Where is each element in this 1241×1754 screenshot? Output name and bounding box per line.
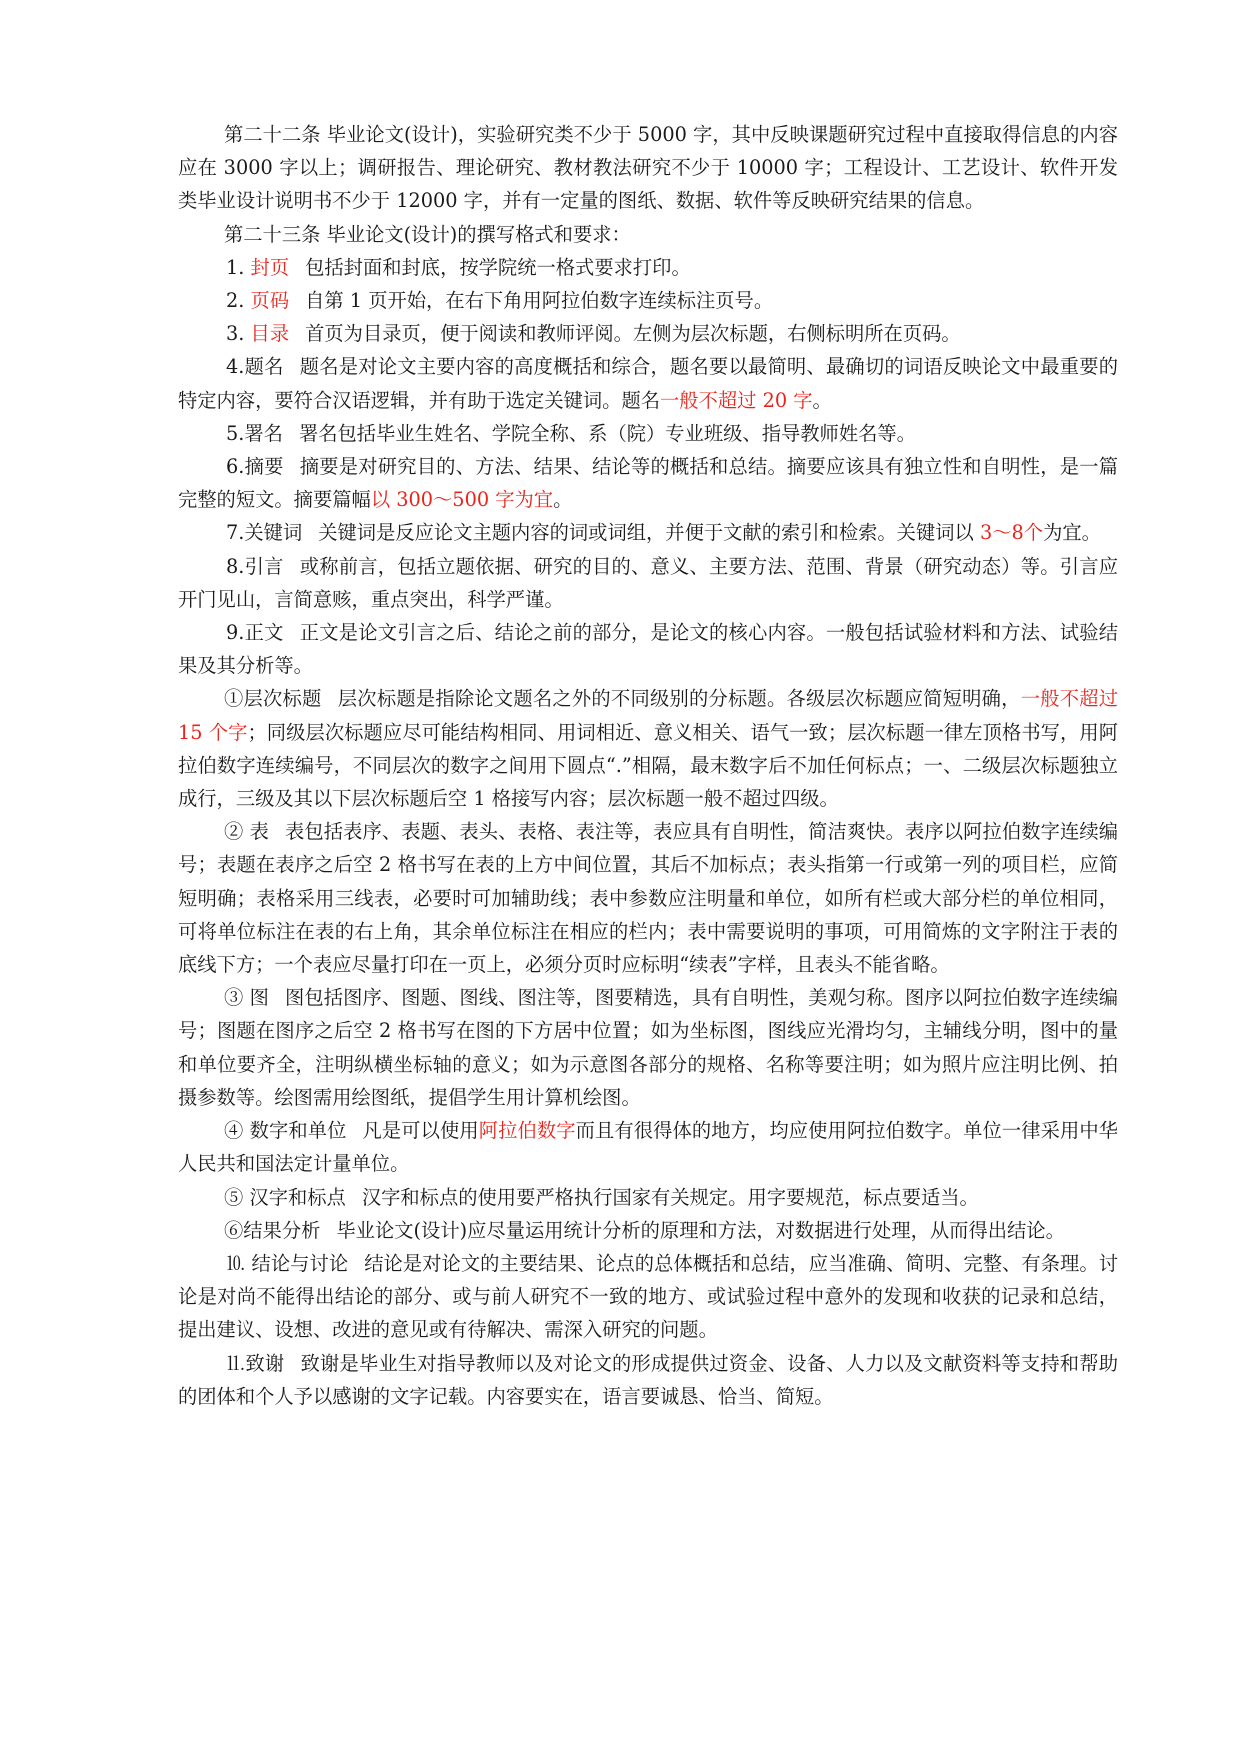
sub-characters-punctuation: ⑤ 汉字和标点 汉字和标点的使用要严格执行国家有关规定。用字要规范，标点要适当。 <box>224 1185 979 1209</box>
document-body <box>178 118 1118 1413</box>
item-conclusion: ⒑ 结论与讨论 结论是对论文的主要结果、论点的总体概括和总结，应当准确、简明、完整、有条理。讨论是对尚不能得出结论的部分、或与前人研究不一致的地方、或试验过程中意外的发现和收获的记录和总结，提出建议、设想、改进的意见或有待解决、需深入研究的问题。 <box>178 1251 1118 1342</box>
sub-result-analysis: ⑥结果分析 毕业论文(设计)应尽量运用统计分析的原理和方法，对数据进行处理，从而得出结论。 <box>224 1218 1065 1242</box>
item-toc: 3. 目录 首页为目录页，便于阅读和教师评阅。左侧为层次标题，右侧标明所在页码。 <box>226 322 961 346</box>
item-byline: 5.署名 署名包括毕业生姓名、学院全称、系（院）专业班级、指导教师姓名等。 <box>226 421 916 445</box>
item-label: 封页 <box>250 255 290 279</box>
sub-numbers-units: ④ 数字和单位 凡是可以使用阿拉伯数字而且有很得体的地方，均应使用阿拉伯数字。单位一律采用中华人民共和国法定计量单位。 <box>178 1119 1119 1176</box>
item-main-text: 9.正文 正文是论文引言之后、结论之前的部分，是论文的核心内容。一般包括试验材料和方法、试验结果及其分析等。 <box>178 621 1118 678</box>
item-keywords: 7.关键词 关键词是反应论文主题内容的词或词组，并便于文献的索引和检索。关键词以 3～8个为宜。 <box>226 521 1101 545</box>
item-introduction: 8.引言 或称前言，包括立题依据、研究的目的、意义、主要方法、范围、背景（研究动态）等。引言应开门见山，言简意赅，重点突出，科学严谨。 <box>178 554 1118 611</box>
sub-figures: ③ 图 图包括图序、图题、图线、图注等，图要精选，具有自明性，美观匀称。图序以阿拉伯数字连续编号；图题在图序之后空 2 格书写在图的下方居中位置；如为坐标图，图线应光滑均匀，主辅线分明，图中的量和单位要齐全，注明纵横坐标轴的意义；如为示意图各部分的规格、名称等要注明；如为照片应注明比例、拍摄参数等。绘图需用绘图纸，提倡学生用计算机绘图。 <box>178 986 1118 1109</box>
sub-tables: ② 表 表包括表序、表题、表头、表格、表注等，表应具有自明性，简洁爽快。表序以阿拉伯数字连续编号；表题在表序之后空 2 格书写在表的上方中间位置，其后不加标点；表头指第一行或第一列的项目栏，应简短明确；表格采用三线表，必要时可加辅助线；表中参数应注明量和单位，如所有栏或大部分栏的单位相同，可将单位标注在表的右上角，其余单位标注在相应的栏内；表中需要说明的事项，可用简炼的文字附注于表的底线下方；一个表应尽量打印在一页上，必须分页时应标明“续表”字样，且表头不能省略。 <box>178 820 1118 977</box>
item-acknowledgement: ⒒致谢 致谢是毕业生对指导教师以及对论文的形成提供过资金、设备、人力以及文献资料等支持和帮助的团体和个人予以感谢的文字记载。内容要实在，语言要诚恳、恰当、简短。 <box>178 1351 1119 1408</box>
sub-headings: ①层次标题 层次标题是指除论文题名之外的不同级别的分标题。各级层次标题应简短明确，一般不超过 15 个字；同级层次标题应尽可能结构相同、用词相近、意义相关、语气一致；层次标题一律左顶格书写，用阿拉伯数字连续编号，不同层次的数字之间用下圆点“.”相隔，最末数字后不加任何标点；一、二级层次标题独立成行，三级及其以下层次标题后空 1 格接写内容；层次标题一般不超过四级。 <box>178 687 1119 811</box>
item-title: 4.题名 题名是对论文主要内容的高度概括和综合，题名要以最简明、最确切的词语反映论文中最重要的特定内容，要符合汉语逻辑，并有助于选定关键词。题名一般不超过 20 字。 <box>178 355 1118 412</box>
item-cover: 1. 封页 包括封面和封底，按学院统一格式要求打印。 <box>226 255 691 279</box>
item-page-number: 2. 页码 自第 1 页开始，在右下角用阿拉伯数字连续标注页号。 <box>226 289 774 313</box>
item-label: 目录 <box>250 322 290 346</box>
item-label: 页码 <box>250 289 290 313</box>
item-abstract: 6.摘要 摘要是对研究目的、方法、结果、结论等的概括和总结。摘要应该具有独立性和自明性，是一篇完整的短文。摘要篇幅以 300～500 字为宜。 <box>178 455 1118 512</box>
article-22: 第二十二条 毕业论文(设计)，实验研究类不少于 5000 字，其中反映课题研究过程中直接取得信息的内容应在 3000 字以上；调研报告、理论研究、教材教法研究不少于 10000 字；工程设计、工艺设计、软件开发类毕业设计说明书不少于 12000 字，并有一定量的图纸、数据、软件等反映研究结果的信息。 <box>178 123 1118 213</box>
article-23-heading: 第二十三条 毕业论文(设计)的撰写格式和要求： <box>224 222 631 246</box>
